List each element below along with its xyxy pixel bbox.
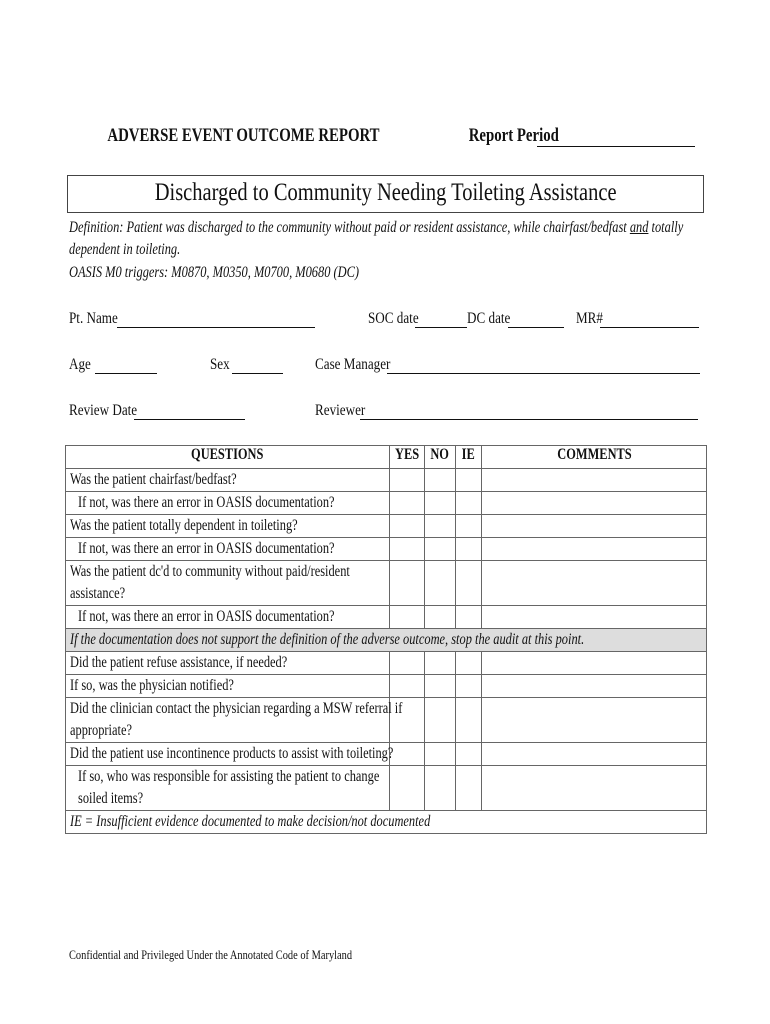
definition-line-2: dependent in toileting. (69, 241, 181, 258)
no-header: NO (425, 446, 456, 469)
table-row (66, 515, 707, 538)
age-field[interactable] (95, 373, 157, 374)
comments-header: COMMENTS (482, 446, 707, 469)
question-text: soiled items? (78, 790, 144, 807)
definition-underlined-word: and (629, 219, 649, 236)
yes-checkbox-cell[interactable] (390, 561, 425, 606)
question-cell (66, 766, 390, 811)
pt-name-field[interactable] (117, 327, 315, 328)
reviewer-field[interactable] (360, 419, 698, 420)
ie-header: IE (456, 446, 482, 469)
table-row (66, 538, 707, 561)
ie-checkbox-cell[interactable] (456, 606, 482, 629)
no-checkbox-cell[interactable] (425, 606, 456, 629)
table-row (66, 766, 707, 811)
question-cell (66, 698, 403, 743)
ie-definition-note-text: IE = Insufficient evidence documented to make decision/not documented (70, 813, 431, 830)
question-text: If not, was there an error in OASIS documentation? (78, 494, 335, 511)
question-text: Did the patient refuse assistance, if needed? (70, 654, 288, 671)
form-title-box (67, 175, 704, 213)
comments-cell[interactable] (482, 538, 707, 561)
no-checkbox-cell[interactable] (425, 652, 456, 675)
dc-date-field[interactable] (508, 327, 564, 328)
no-checkbox-cell[interactable] (425, 469, 456, 492)
confidentiality-footer: Confidential and Privileged Under the Annotated Code of Maryland (69, 947, 353, 962)
ie-checkbox-cell[interactable] (456, 469, 482, 492)
dc-date-label: DC date (467, 310, 511, 327)
question-text: If not, was there an error in OASIS documentation? (78, 540, 335, 557)
pt-name-label: Pt. Name (69, 310, 118, 327)
audit-stop-note-cell (66, 629, 707, 652)
comments-cell[interactable] (482, 469, 707, 492)
question-text: Did the patient use incontinence products to assist with toileting? (70, 745, 394, 762)
no-checkbox-cell[interactable] (425, 698, 456, 743)
table-row (66, 743, 707, 766)
report-period-field[interactable] (537, 146, 695, 147)
ie-checkbox-cell[interactable] (456, 492, 482, 515)
comments-cell[interactable] (482, 743, 707, 766)
ie-definition-note (66, 811, 707, 834)
no-checkbox-cell[interactable] (425, 492, 456, 515)
reviewer-label: Reviewer (315, 402, 366, 419)
ie-checkbox-cell[interactable] (456, 698, 482, 743)
table-row (66, 492, 707, 515)
ie-checkbox-cell[interactable] (456, 766, 482, 811)
yes-checkbox-cell[interactable] (390, 652, 425, 675)
ie-checkbox-cell[interactable] (456, 561, 482, 606)
report-title: ADVERSE EVENT OUTCOME REPORT (107, 125, 380, 146)
no-checkbox-cell[interactable] (425, 538, 456, 561)
question-cell (66, 606, 390, 629)
question-cell (66, 515, 390, 538)
no-checkbox-cell[interactable] (425, 675, 456, 698)
question-text: Was the patient totally dependent in toileting? (70, 517, 298, 534)
comments-cell[interactable] (482, 675, 707, 698)
question-cell (66, 538, 390, 561)
question-text: Did the clinician contact the physician regarding a MSW referral if (70, 700, 403, 717)
age-label: Age (69, 356, 91, 373)
case-manager-label: Case Manager (315, 356, 391, 373)
question-cell (66, 652, 390, 675)
comments-cell[interactable] (482, 652, 707, 675)
comments-cell[interactable] (482, 492, 707, 515)
no-checkbox-cell[interactable] (425, 561, 456, 606)
soc-date-field[interactable] (415, 327, 467, 328)
question-text: Was the patient dc'd to community without paid/resident (70, 563, 350, 580)
ie-definition-note-cell (66, 811, 707, 834)
question-text: appropriate? (70, 722, 132, 739)
no-checkbox-cell[interactable] (425, 515, 456, 538)
table-header-row (66, 446, 707, 469)
questions-table (65, 445, 707, 834)
questions-header: QUESTIONS (66, 446, 390, 469)
ie-checkbox-cell[interactable] (456, 652, 482, 675)
report-period-label: Report Period (468, 125, 559, 146)
question-text: If so, who was responsible for assisting the patient to change (78, 768, 380, 785)
review-date-field[interactable] (134, 419, 245, 420)
review-date-label: Review Date (69, 402, 138, 419)
ie-checkbox-cell[interactable] (456, 743, 482, 766)
question-cell (66, 743, 394, 766)
comments-cell[interactable] (482, 766, 707, 811)
question-cell (66, 561, 390, 606)
audit-stop-note-text: If the documentation does not support the definition of the adverse outcome, stop the audit at this point. (70, 631, 585, 648)
yes-checkbox-cell[interactable] (390, 675, 425, 698)
case-manager-field[interactable] (387, 373, 700, 374)
question-text: Was the patient chairfast/bedfast? (70, 471, 237, 488)
question-text: assistance? (70, 585, 126, 602)
table-row (66, 469, 707, 492)
comments-cell[interactable] (482, 698, 707, 743)
audit-stop-note (66, 629, 707, 652)
yes-checkbox-cell[interactable] (390, 515, 425, 538)
ie-checkbox-cell[interactable] (456, 675, 482, 698)
question-text: If not, was there an error in OASIS documentation? (78, 608, 335, 625)
table-row (66, 561, 707, 606)
sex-field[interactable] (232, 373, 283, 374)
oasis-triggers: OASIS M0 triggers: M0870, M0350, M0700, M0680 (DC) (69, 264, 359, 281)
no-checkbox-cell[interactable] (425, 766, 456, 811)
yes-header: YES (390, 446, 425, 469)
yes-checkbox-cell[interactable] (390, 469, 425, 492)
soc-date-label: SOC date (368, 310, 419, 327)
question-cell (66, 469, 390, 492)
ie-checkbox-cell[interactable] (456, 515, 482, 538)
sex-label: Sex (210, 356, 230, 373)
table-row (66, 698, 707, 743)
mr-label: MR# (576, 310, 603, 327)
comments-cell[interactable] (482, 561, 707, 606)
table-row (66, 606, 707, 629)
question-cell (66, 492, 390, 515)
yes-checkbox-cell[interactable] (390, 743, 425, 766)
table-row (66, 675, 707, 698)
question-text: If so, was the physician notified? (70, 677, 234, 694)
form-title: Discharged to Community Needing Toileting Assistance (154, 179, 617, 206)
no-checkbox-cell[interactable] (425, 743, 456, 766)
comments-cell[interactable] (482, 515, 707, 538)
ie-checkbox-cell[interactable] (456, 538, 482, 561)
definition-line-1: Definition: Patient was discharged to the community without paid or resident assistance, while chairfast/bedfast and totally (69, 219, 684, 236)
question-cell (66, 675, 390, 698)
comments-cell[interactable] (482, 606, 707, 629)
mr-field[interactable] (600, 327, 699, 328)
table-row (66, 652, 707, 675)
